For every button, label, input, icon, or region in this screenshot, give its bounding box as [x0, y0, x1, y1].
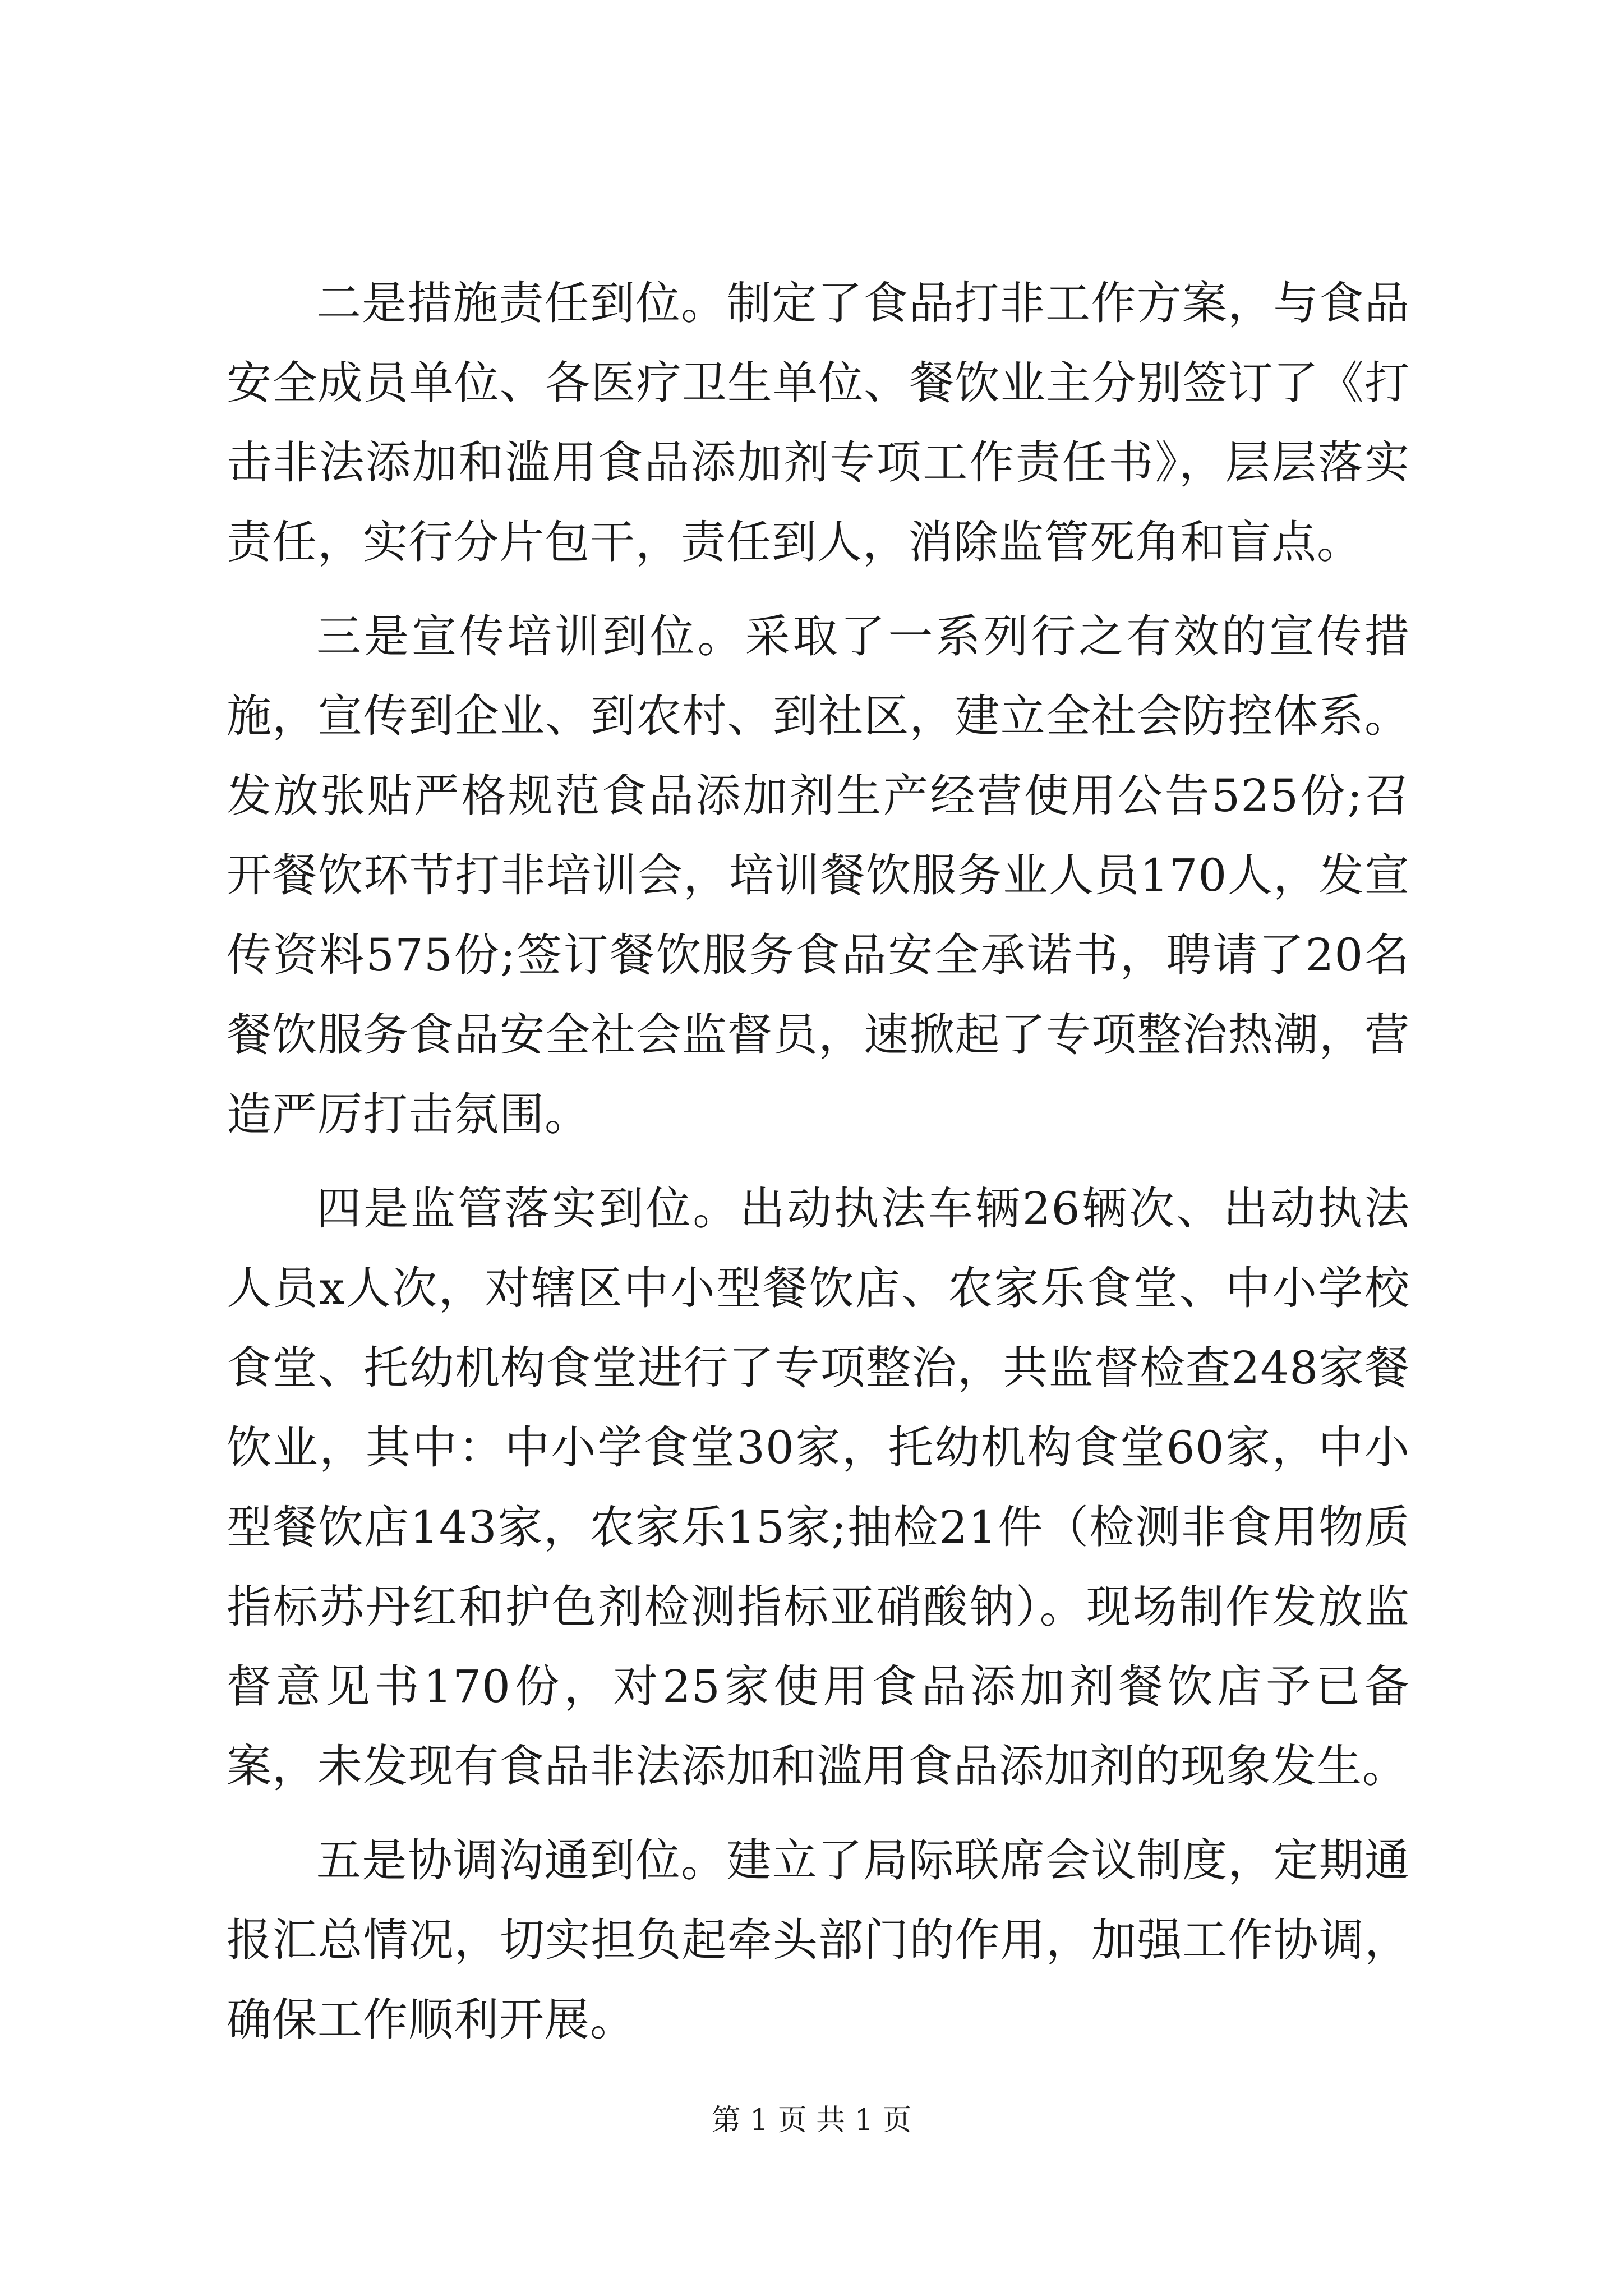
paragraph-publicity-training: 三是宣传培训到位。采取了一系列行之有效的宣传措施，宣传到企业、到农村、到社区，建立全社会防控体系。发放张贴严格规范食品添加剂生产经营使用公告525份;召开餐饮环节打非培训会，培训餐饮服务业人员170人，发宣传资料575份;签订餐饮服务食品安全承诺书，聘请了20名餐饮服务食品安全社会监督员，速掀起了专项整治热潮，营造严厉打击氛围。 [227, 610, 1410, 1140]
paragraph-supervision: 四是监管落实到位。出动执法车辆26辆次、出动执法人员x人次，对辖区中小型餐饮店、农家乐食堂、中小学校食堂、托幼机构食堂进行了专项整治，共监督检查248家餐饮业，其中：中小学食堂30家，托幼机构食堂60家，中小型餐饮店143家，农家乐15家;抽检21件（检测非食用物质指标苏丹红和护色剂检测指标亚硝酸钠）。现场制作发放监督意见书170份，对25家使用食品添加剂餐饮店予已备案，未发现有食品非法添加和滥用食品添加剂的现象发生。 [227, 1182, 1410, 1792]
page-footer: 第 1 页 共 1 页 [711, 2104, 912, 2137]
paragraph-measures-responsibility: 二是措施责任到位。制定了食品打非工作方案，与食品安全成员单位、各医疗卫生单位、餐饮业主分别签订了《打击非法添加和滥用食品添加剂专项工作责任书》，层层落实责任，实行分片包干，责任到人，消除监管死角和盲点。 [227, 277, 1410, 568]
paragraph-coordination: 五是协调沟通到位。建立了局际联席会议制度，定期通报汇总情况，切实担负起牵头部门的作用，加强工作协调，确保工作顺利开展。 [227, 1834, 1410, 2046]
document-body [227, 264, 1410, 2074]
